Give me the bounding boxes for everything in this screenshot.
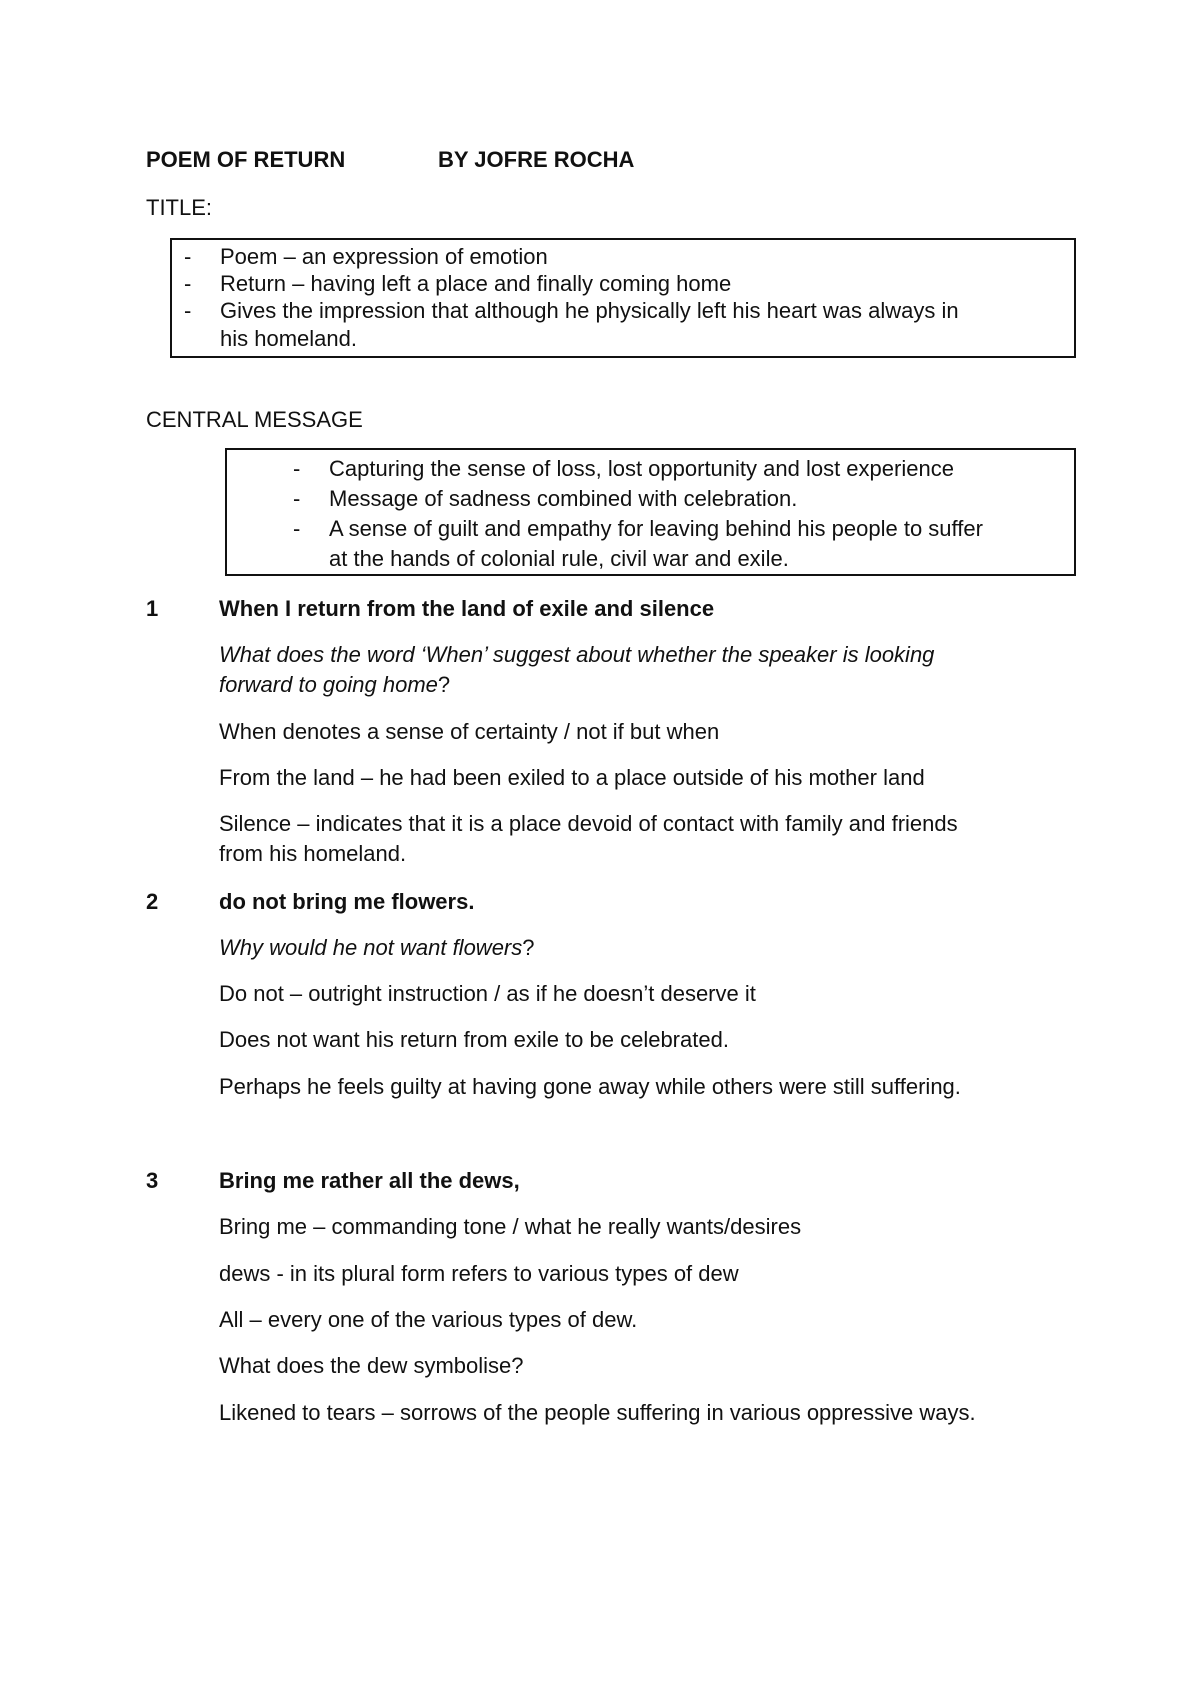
- analysis-note: Silence – indicates that it is a place devoid of contact with family and friends: [219, 811, 958, 836]
- poem-line-text: do not bring me flowers.: [219, 889, 475, 914]
- analysis-question-continued: [219, 672, 450, 698]
- title-note-item-continued: his homeland.: [220, 326, 357, 351]
- analysis-question: Why would he not want flowers: [219, 935, 523, 960]
- title-note-item: Poem – an expression of emotion: [220, 244, 548, 269]
- bullet-dash: -: [293, 486, 301, 511]
- question-mark: ?: [522, 935, 535, 960]
- line-number: 2: [146, 889, 159, 914]
- analysis-note-continued: from his homeland.: [219, 841, 407, 866]
- central-message-item: A sense of guilt and empathy for leaving behind his people to suffer: [329, 516, 983, 541]
- line-number: 3: [146, 1168, 159, 1193]
- line-number: 1: [146, 596, 159, 621]
- poem-line-text: Bring me rather all the dews,: [219, 1168, 520, 1193]
- bullet-dash: -: [184, 244, 192, 269]
- analysis-note: Bring me – commanding tone / what he really wants/desires: [219, 1214, 802, 1239]
- title-notes-box: [170, 238, 1076, 358]
- bullet-dash: -: [293, 516, 301, 541]
- analysis-note: Do not – outright instruction / as if he doesn’t deserve it: [219, 981, 756, 1006]
- analysis-note: Perhaps he feels guilty at having gone away while others were still suffering.: [219, 1074, 961, 1099]
- analysis-note: When denotes a sense of certainty / not if but when: [219, 719, 720, 744]
- analysis-question-wrapper: [219, 935, 535, 961]
- title-note-item: Gives the impression that although he physically left his heart was always in: [220, 298, 959, 323]
- analysis-note: What does the dew symbolise?: [219, 1353, 524, 1378]
- central-message-box: [225, 448, 1076, 576]
- analysis-note: Does not want his return from exile to be celebrated.: [219, 1027, 729, 1052]
- poem-line-text: When I return from the land of exile and silence: [219, 596, 715, 621]
- analysis-question-text: forward to going home: [219, 672, 438, 697]
- central-message-label: CENTRAL MESSAGE: [146, 407, 363, 432]
- bullet-dash: -: [184, 298, 192, 323]
- question-mark: ?: [437, 672, 451, 697]
- analysis-note: All – every one of the various types of dew.: [219, 1307, 638, 1332]
- poem-title: POEM OF RETURN: [146, 147, 346, 172]
- bullet-dash: -: [184, 271, 192, 296]
- bullet-dash: -: [293, 456, 301, 481]
- central-message-item: Capturing the sense of loss, lost opportunity and lost experience: [329, 456, 954, 481]
- analysis-note: Likened to tears – sorrows of the people suffering in various oppressive ways.: [219, 1400, 976, 1425]
- central-message-item-continued: at the hands of colonial rule, civil war and exile.: [329, 546, 789, 571]
- central-message-item: Message of sadness combined with celebration.: [329, 486, 798, 511]
- author-name: BY JOFRE ROCHA: [438, 147, 635, 172]
- title-note-item: Return – having left a place and finally coming home: [220, 271, 732, 296]
- title-section-label: TITLE:: [146, 195, 213, 220]
- analysis-note: dews - in its plural form refers to various types of dew: [219, 1261, 739, 1286]
- analysis-question: What does the word ‘When’ suggest about whether the speaker is looking: [219, 642, 935, 667]
- analysis-note: From the land – he had been exiled to a place outside of his mother land: [219, 765, 925, 790]
